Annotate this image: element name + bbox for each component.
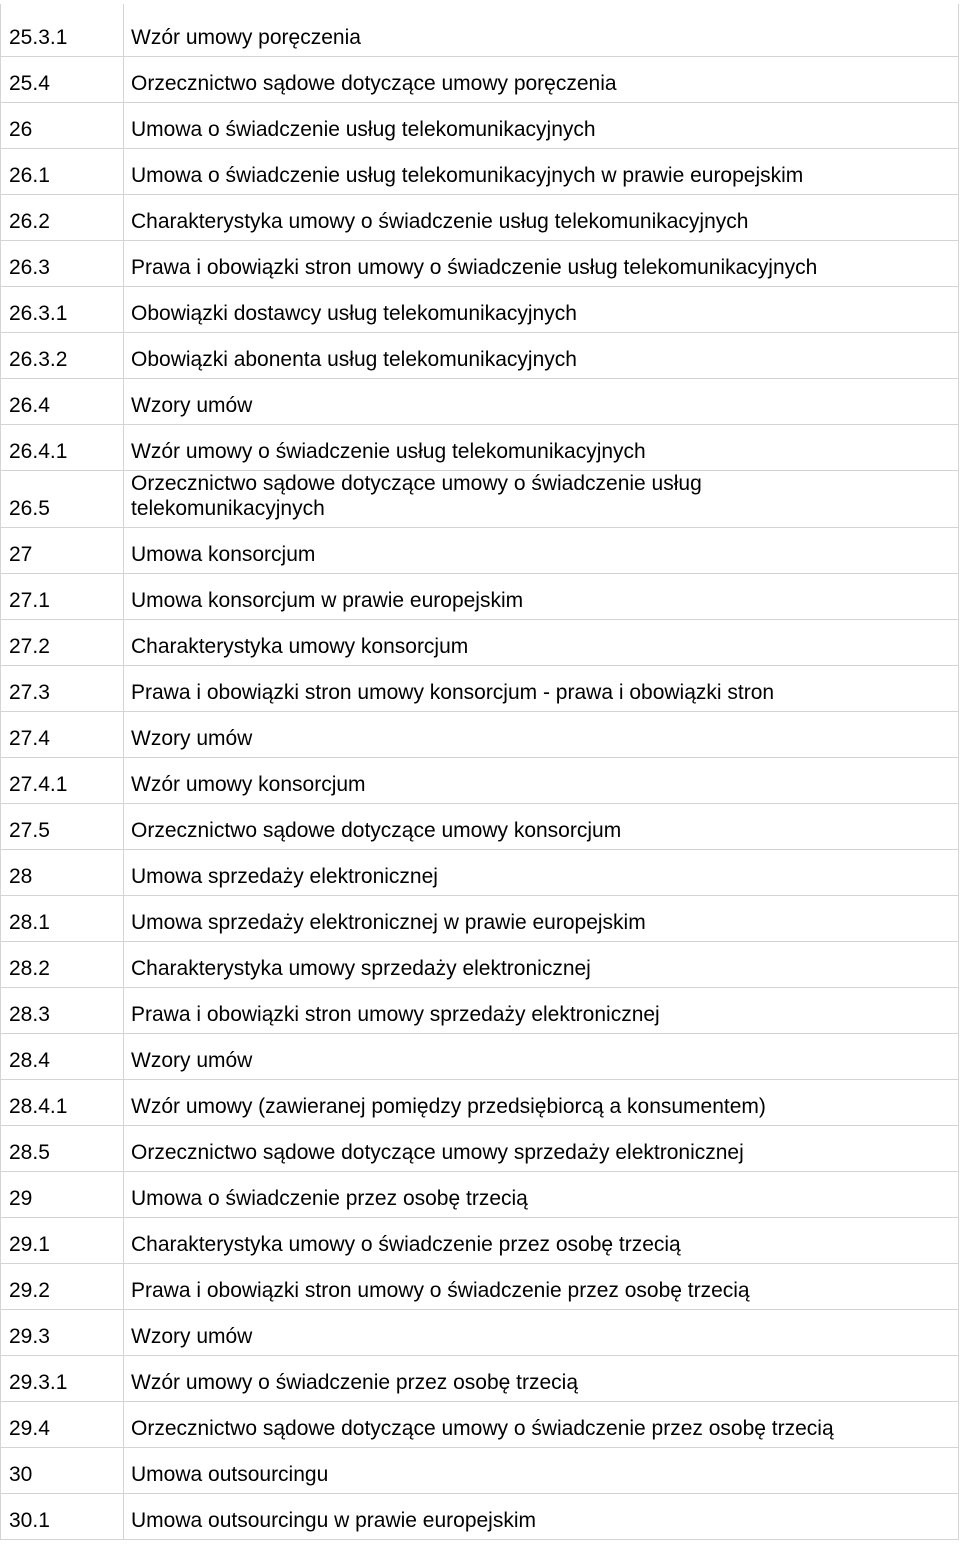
section-number: 28.3 (1, 987, 124, 1033)
section-number: 30.1 (1, 1493, 124, 1539)
toc-row (1, 573, 959, 619)
toc-row (1, 1079, 959, 1125)
toc-row (1, 1125, 959, 1171)
section-number: 26.4 (1, 378, 124, 424)
section-title: Orzecznictwo sądowe dotyczące umowy konsorcjum (124, 803, 959, 849)
section-title: Prawa i obowiązki stron umowy konsorcjum - prawa i obowiązki stron (124, 665, 959, 711)
section-number: 29.3.1 (1, 1355, 124, 1401)
section-title: Orzecznictwo sądowe dotyczące umowy sprzedaży elektronicznej (124, 1125, 959, 1171)
section-title: Obowiązki abonenta usług telekomunikacyjnych (124, 332, 959, 378)
toc-row (1, 240, 959, 286)
section-title: Wzory umów (124, 711, 959, 757)
section-title: Wzór umowy konsorcjum (124, 757, 959, 803)
section-title: Wzory umów (124, 1033, 959, 1079)
section-title: Wzór umowy o świadczenie usług telekomunikacyjnych (124, 424, 959, 470)
toc-row (1, 1217, 959, 1263)
section-number: 25.4 (1, 56, 124, 102)
toc-row (1, 803, 959, 849)
toc-row (1, 332, 959, 378)
toc-row (1, 757, 959, 803)
section-number: 28.4 (1, 1033, 124, 1079)
section-title: Wzór umowy poręczenia (124, 4, 959, 56)
section-title: Umowa o świadczenie usług telekomunikacyjnych w prawie europejskim (124, 148, 959, 194)
section-number: 27.1 (1, 573, 124, 619)
section-number: 27.4.1 (1, 757, 124, 803)
section-number: 29.2 (1, 1263, 124, 1309)
section-title: Orzecznictwo sądowe dotyczące umowy o świadczenie usług telekomunikacyjnych (124, 470, 959, 527)
section-title: Wzór umowy o świadczenie przez osobę trzecią (124, 1355, 959, 1401)
section-title: Wzory umów (124, 378, 959, 424)
section-number: 29.3 (1, 1309, 124, 1355)
toc-row (1, 1171, 959, 1217)
section-number: 28.2 (1, 941, 124, 987)
toc-row (1, 895, 959, 941)
toc-row (1, 711, 959, 757)
section-title: Charakterystyka umowy o świadczenie usług telekomunikacyjnych (124, 194, 959, 240)
section-number: 28.1 (1, 895, 124, 941)
toc-row (1, 1447, 959, 1493)
section-title: Wzór umowy (zawieranej pomiędzy przedsiębiorcą a konsumentem) (124, 1079, 959, 1125)
section-number: 27.4 (1, 711, 124, 757)
toc-body (1, 4, 959, 1539)
section-number: 28 (1, 849, 124, 895)
section-title: Umowa sprzedaży elektronicznej w prawie europejskim (124, 895, 959, 941)
section-number: 27 (1, 527, 124, 573)
toc-row (1, 1033, 959, 1079)
section-number: 26.3 (1, 240, 124, 286)
toc-row (1, 470, 959, 527)
toc-row (1, 527, 959, 573)
section-title: Prawa i obowiązki stron umowy o świadczenie usług telekomunikacyjnych (124, 240, 959, 286)
toc-row (1, 987, 959, 1033)
section-title: Prawa i obowiązki stron umowy o świadczenie przez osobę trzecią (124, 1263, 959, 1309)
section-number: 28.5 (1, 1125, 124, 1171)
section-title: Obowiązki dostawcy usług telekomunikacyjnych (124, 286, 959, 332)
table-of-contents (0, 4, 959, 1540)
section-title: Orzecznictwo sądowe dotyczące umowy poręczenia (124, 56, 959, 102)
section-number: 27.5 (1, 803, 124, 849)
section-number: 26.2 (1, 194, 124, 240)
toc-row (1, 1401, 959, 1447)
toc-row (1, 4, 959, 56)
section-number: 27.3 (1, 665, 124, 711)
toc-row (1, 194, 959, 240)
toc-row (1, 424, 959, 470)
section-number: 25.3.1 (1, 4, 124, 56)
toc-row (1, 619, 959, 665)
toc-row (1, 849, 959, 895)
section-number: 26.5 (1, 470, 124, 527)
section-title: Umowa konsorcjum w prawie europejskim (124, 573, 959, 619)
section-number: 26.3.1 (1, 286, 124, 332)
toc-row (1, 1309, 959, 1355)
toc-row (1, 148, 959, 194)
section-title: Umowa konsorcjum (124, 527, 959, 573)
section-number: 26 (1, 102, 124, 148)
section-number: 28.4.1 (1, 1079, 124, 1125)
section-title: Umowa sprzedaży elektronicznej (124, 849, 959, 895)
section-number: 26.3.2 (1, 332, 124, 378)
toc-row (1, 665, 959, 711)
toc-row (1, 286, 959, 332)
toc-row (1, 1355, 959, 1401)
toc-row (1, 1493, 959, 1539)
section-number: 29.1 (1, 1217, 124, 1263)
section-title: Wzory umów (124, 1309, 959, 1355)
section-title: Prawa i obowiązki stron umowy sprzedaży elektronicznej (124, 987, 959, 1033)
section-number: 27.2 (1, 619, 124, 665)
toc-row (1, 1263, 959, 1309)
toc-row (1, 941, 959, 987)
section-title: Charakterystyka umowy konsorcjum (124, 619, 959, 665)
toc-row (1, 378, 959, 424)
section-title: Umowa o świadczenie usług telekomunikacyjnych (124, 102, 959, 148)
toc-row (1, 56, 959, 102)
section-title: Orzecznictwo sądowe dotyczące umowy o świadczenie przez osobę trzecią (124, 1401, 959, 1447)
section-number: 26.4.1 (1, 424, 124, 470)
section-title: Charakterystyka umowy o świadczenie przez osobę trzecią (124, 1217, 959, 1263)
section-number: 26.1 (1, 148, 124, 194)
section-title: Umowa outsourcingu w prawie europejskim (124, 1493, 959, 1539)
toc-row (1, 102, 959, 148)
section-title: Umowa outsourcingu (124, 1447, 959, 1493)
section-number: 29 (1, 1171, 124, 1217)
section-number: 29.4 (1, 1401, 124, 1447)
section-number: 30 (1, 1447, 124, 1493)
section-title: Charakterystyka umowy sprzedaży elektronicznej (124, 941, 959, 987)
section-title: Umowa o świadczenie przez osobę trzecią (124, 1171, 959, 1217)
